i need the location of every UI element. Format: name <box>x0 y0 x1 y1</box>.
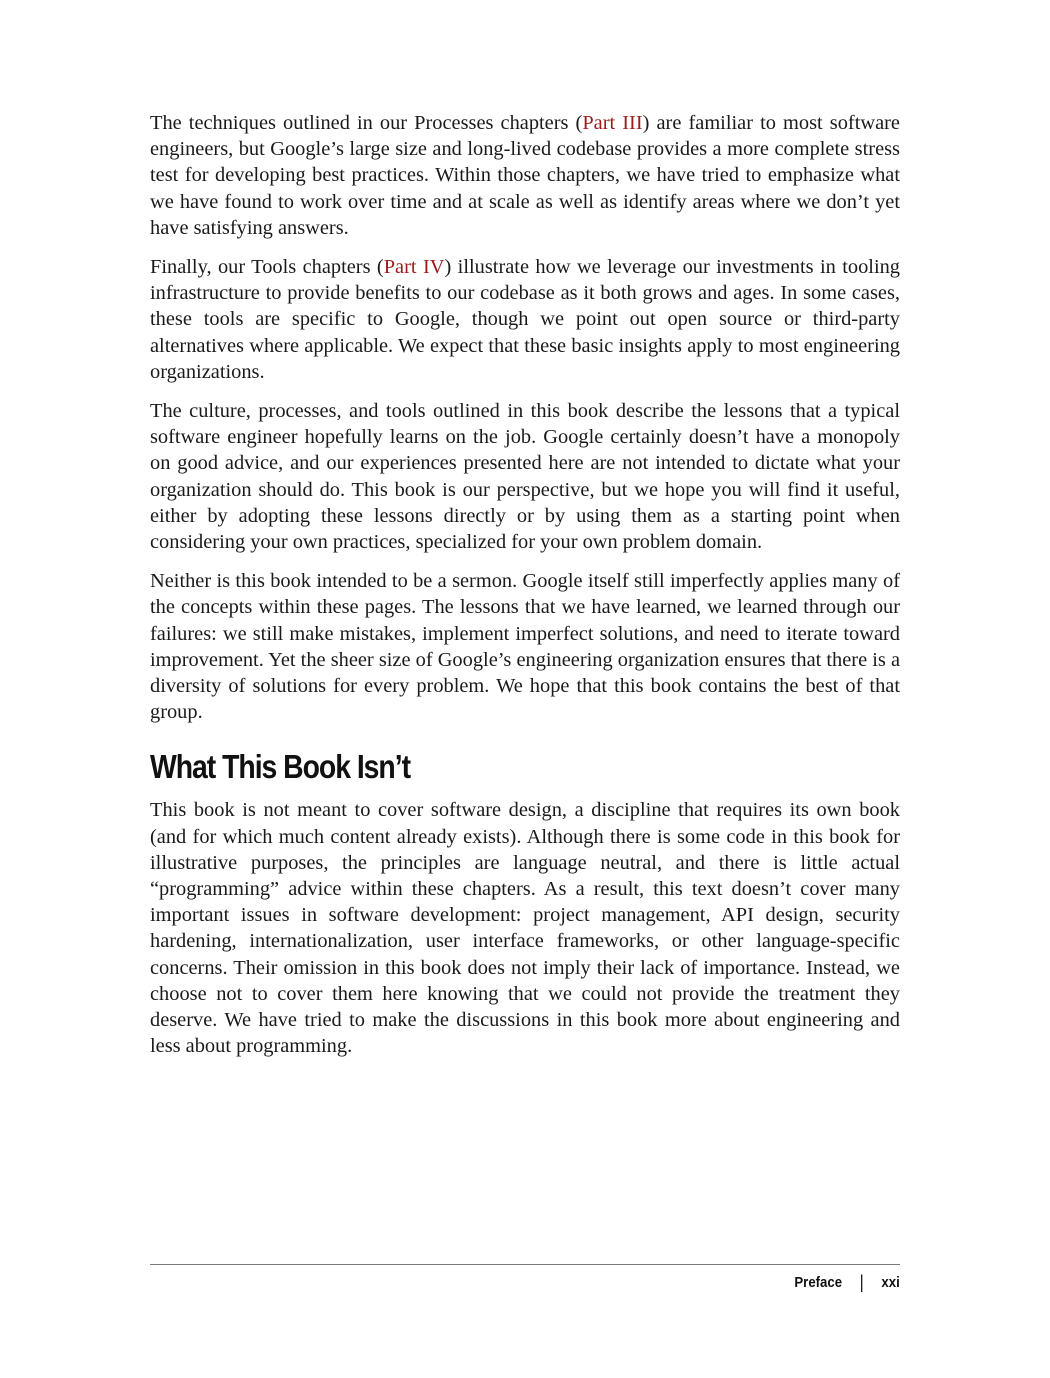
part-iii-link[interactable]: Part III <box>582 112 643 134</box>
section-heading: What This Book Isn’t <box>150 748 411 786</box>
paragraph-processes <box>150 110 900 241</box>
paragraph-sermon: Neither is this book intended to be a sermon. Google itself still imperfectly applies many of the concepts within these pages. The lessons that we have learned, we learned through our failures: we still make mistakes, implement imperfect solutions, and need to iterate toward improvement. Yet the sheer size of Google’s engineering organization ensures that there is a diversity of solutions for every problem. We hope that this book contains the best of that group. <box>150 570 900 724</box>
page-body <box>150 110 900 1073</box>
footer-rule <box>150 1264 900 1265</box>
paragraph-text: ) are familiar to most software engineers, but Google’s large size and long-lived codebase provides a more complete stress test for developing best practices. Within those chapters, we have tried to emphasize what we have found to work over time and at scale as well as identify areas where we don’t yet have satisfying answers. <box>150 112 900 239</box>
paragraph-text: The techniques outlined in our Processes chapters ( <box>150 112 583 134</box>
paragraph-culture: The culture, processes, and tools outlined in this book describe the lessons that a typical software engineer hopefully learns on the job. Google certainly doesn’t have a monopoly on good advice, and our experiences presented here are not intended to dictate what your organization should do. This book is our perspective, but we hope you will find it useful, either by adopting these lessons directly or by using them as a starting point when considering your own practices, specialized for your own problem domain. <box>150 400 900 554</box>
part-iv-link[interactable]: Part IV <box>383 256 445 279</box>
paragraph-tools <box>150 254 900 385</box>
page-number: xxi <box>881 1274 900 1291</box>
paragraph-text: ) illustrate how we leverage our investments in tooling infrastructure to provide benefits to our codebase as it both grows and ages. In some cases, these tools are specific to Google, though we point out open source or third-party alternatives where applicable. We expect that these basic insights apply to most engineering organizations. <box>150 256 900 383</box>
paragraph-text: Finally, our Tools chapters ( <box>150 256 384 279</box>
page-footer <box>795 1272 900 1293</box>
footer-separator: | <box>859 1272 865 1292</box>
paragraph-what-this-book-isnt: This book is not meant to cover software design, a discipline that requires its own book (and for which much content already exists). Although there is some code in this book for illustrative purposes, the principles are language neutral, and there is little actual “programming” advice within these chapters. As a result, this text doesn’t cover many important issues in software development: project management, API design, security hardening, internationalization, user interface frameworks, or other language-specific concerns. Their omission in this book does not imply their lack of importance. Instead, we choose not to cover them here knowing that we could not provide the treatment they deserve. We have tried to make the discussions in this book more about engineering and less about programming. <box>150 799 900 1058</box>
footer-section-name: Preface <box>794 1274 843 1291</box>
